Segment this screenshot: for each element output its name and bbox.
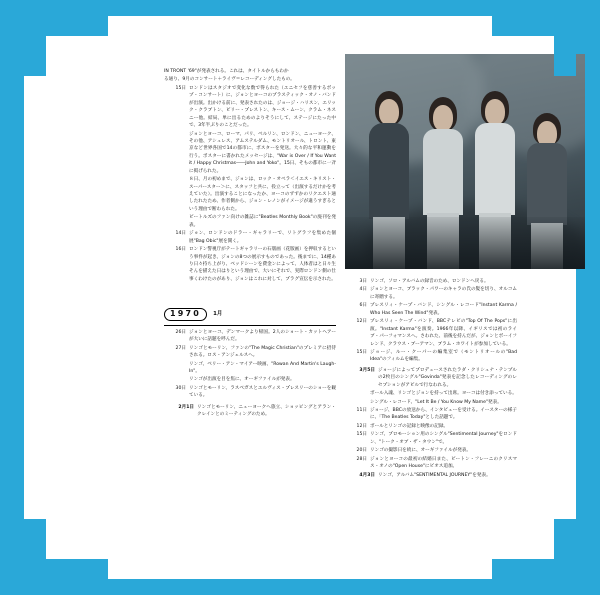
entry-text: リンゴ、アルバム"SENTIMENTAL JOURNEY"を発表。 <box>378 472 491 478</box>
chronology-entry <box>345 447 517 454</box>
chronology-column-left <box>164 68 336 284</box>
entry-text: リンゴとモーリン、ニューヨークへ旅立、ショッピングとアラン・クレインとのミーティングのため。 <box>197 404 336 418</box>
entry-date <box>345 399 370 406</box>
band-photo <box>345 54 585 269</box>
entry-text: プレスリィ・ケープ・バンド、BBCテレビの"Top Of The Pops"に出演。"Instant Karma"を演奏。1966年以降、イギリスでは初のライブ・パーフォマンスへ。さわれた、前後を持んだが、ジョンとボーイフレンド、クラウス・ブーアマン、ブラム・ホワイトが参加している。 <box>370 319 517 347</box>
chronology-entry <box>345 423 517 430</box>
entry-text: リンゴとモーリン、ラスベガスとエルヴィス・プレスリーのショーを観ている。 <box>189 385 336 399</box>
chronology-entry <box>345 318 517 348</box>
entry-text: ジョンとヨーコの最初の結婚日また、ビートン・フレーニのクリスマス・オノの"Open House"にビオス追加。 <box>370 456 517 470</box>
entry-text: ジョン、ロンドンのドラー・ギャラリーで、リトグラフを集めた個展"Bag Obic"展を開く。 <box>189 231 336 244</box>
figure-body <box>423 129 463 215</box>
entry-text: ジョンとヨーコ、デンマークより帰国。2人のショート・カットヘアーが大いに話題を呼んだ。 <box>189 329 336 343</box>
entry-date: 15日 <box>175 85 186 91</box>
entry-date: 3日 <box>359 279 367 284</box>
entry-date: 30日 <box>175 385 186 391</box>
entry-date <box>164 214 189 229</box>
entry-text: リンゴが出演を目を焦に、オーギファイルが発表。 <box>189 377 295 383</box>
entry-date: 6日 <box>359 303 367 309</box>
corner-accent-top-right <box>492 16 576 36</box>
year-month-label: 1月 <box>213 311 223 318</box>
chronology-entry-march <box>345 367 517 389</box>
entry-date: 15日 <box>356 432 367 438</box>
entry-text: ジョンとヨーコ、ローマ、パリ、ベルリン、ロンドン、ニューヨーク、その他、アシュレス、アムステルダム、モントリオール、トロント、東京など世界各国で14の都市に、ポスターを発送。大々的な平和運動を行う。ポスターに書かれたメッセージは、"War is Over / If You Want it / Happy Christmas――John and Yoko"。15日、そもの都市に一斉に掲げられた。 <box>189 131 336 174</box>
entry-text: ジョンとヨーコ、ブラック・パワーのキャラの氏の髪を切り、オルコムに寄贈する。 <box>370 287 517 300</box>
figure-body <box>369 123 409 219</box>
divider <box>164 325 336 326</box>
entry-text: リンゴとモーリン、ファンの"The Magic Christian"のプレミアに招待される。ロス・アンジェルスへ。 <box>189 345 336 359</box>
entry-date: 12日 <box>356 319 367 325</box>
year-badge: 1970 <box>164 308 207 321</box>
chronology-entry <box>345 302 517 317</box>
chronology-entry <box>345 431 517 446</box>
entry-text: リンゴ、ベリー・アン・マイアー映画、"Rowan And Martin's Laugh-In"。 <box>189 361 336 374</box>
chronology-entry-february <box>164 404 336 419</box>
chronology-entry <box>345 399 517 406</box>
chronology-entry <box>164 85 336 130</box>
entry-text: リンゴの撮影日を続に、オーギファイルが発表。 <box>370 448 471 454</box>
month-tag-february: 2月1日 <box>178 404 194 410</box>
entry-text: リンゴ、プロモーション用のシングル"Sentimental Journey"をロンドン、"トーク・オブ・ザ・タウン"で。 <box>370 432 517 445</box>
entry-date: 26日 <box>175 329 186 335</box>
intro-line: IN TRONT '69"が発表される。これは、タイトルからもわか <box>164 69 289 74</box>
chronology-entry <box>164 176 336 213</box>
corner-accent-bottom-right <box>492 559 576 579</box>
figure-head <box>485 99 505 125</box>
figure-body <box>527 143 567 225</box>
entry-text: ボールとリンゴの記録と映像の記録。 <box>370 423 449 429</box>
entry-date <box>164 376 189 383</box>
entry-text: ボール入魂、リンゴとジョンを持って出席。ヨーコは付き添っている。 <box>370 391 517 397</box>
album-booklet-page <box>24 16 576 579</box>
photo-ground <box>345 217 585 269</box>
entry-text: ８日、月の初めまで、ジョンは、ロック・オペラ＜イエス・キリスト・スーパースター＞に、スタッフと共に、役立って（出演するだけかを考えていた）。出演することになったか、ヨーコのずずかのリクエスト通したれたため、作者側から、ジョン・レノンがイメージが違うすぎるという理由で断わられた。 <box>189 177 336 212</box>
entry-date: 4月3日 <box>359 472 375 478</box>
chronology-entry <box>164 131 336 176</box>
chronology-entry <box>345 472 517 479</box>
entry-date: 12日 <box>356 423 367 429</box>
figure-body <box>475 123 515 215</box>
month-tag-march: 3月5日 <box>359 367 375 373</box>
entry-text: プレスリィ・ケープ・バンド、シングル・レコード"Instant Karma / Who Has Seen The Wind"発表。 <box>370 303 517 316</box>
entry-text: ジョージによってプロデュースされたラダ・クリシュナ・テンプルの2枚目のシングル"Govinda"発表を記念したレコーディングのレセプションがアビルで行なわれる。 <box>378 367 517 388</box>
chronology-entry <box>164 214 336 229</box>
entry-date: 15日 <box>356 349 367 355</box>
chronology-entry <box>345 456 517 471</box>
chronology-entry <box>164 345 336 360</box>
chronology-entry <box>345 286 517 301</box>
intro-line: る通り、9月のコンサート＋ライヴ＝レコーディングしたもの。 <box>164 77 295 83</box>
entry-text: ジョージ、ルー・クーパーの編集室で（モントリオールの"Bad Idea"のフィルムを編集。 <box>370 349 517 363</box>
corner-accent-top-left <box>24 16 108 36</box>
figure-head <box>379 99 399 125</box>
chronology-entry <box>345 278 517 285</box>
figure-head <box>433 105 453 131</box>
chronology-entry <box>164 246 336 283</box>
entry-text: ロンドンはスタジオで変化な数で得られた（ユニセフを慈善するボップ・コンサート）に、ジョンとヨーコのプラスティック・オノ・バンドが出演。出かける前に、発表されたのは、ジョージ・ハリスン、エリック・クラブトン、ビリー・プレストン、キース・ムーン、クラム・ネスニー他。結局、単に出るためのよりそうにして、ステージにたった中で、3年半ぶりのことだった。 <box>189 85 336 129</box>
chronology-entry <box>345 407 517 422</box>
entry-text: ビートルズのファン向けの雑誌に"Beatles Monthly Book"の廃刊を発表。 <box>189 215 336 228</box>
entry-text: シングル・レコード、"Let It Be / You Know My Name"発表。 <box>370 399 502 405</box>
entry-date <box>164 361 189 376</box>
entry-text: ジョージ、BBCの放送から、インタビューを受ける。イースターの様子に、「The Beatles Today"とした話題で。 <box>370 408 517 421</box>
entry-text: リンゴ、ソロ・アルバムの録音のため、ロンドンへ戻る。 <box>370 279 489 284</box>
entry-date: 27日 <box>175 345 186 351</box>
chronology-entry <box>164 230 336 245</box>
chronology-entry <box>164 361 336 376</box>
entry-date <box>164 131 189 176</box>
year-marker <box>164 308 336 321</box>
page-content <box>164 54 584 574</box>
chronology-entry <box>164 329 336 344</box>
chronology-entry <box>345 390 517 397</box>
entry-date: 16日 <box>175 247 186 253</box>
entry-date: 28日 <box>356 456 367 462</box>
chronology-entry <box>345 349 517 364</box>
corner-accent-bottom-left <box>24 559 108 579</box>
entry-text: ロンドン警視庁がテートギャラリーの石版画（花版画）を押収するという事件が起き、ジョンの8つの展示すものであった。後までに、14種あり日々持ち上がり、ベッドシーンを費金ンによって、人体者はと日々生そんを描えた日はりという理由で、大いにそれで、実際ロンドン側の仕事くわけたのがあり、ジョンはこれに対して、プラグ宣伝を示された。 <box>189 247 337 282</box>
entry-date: 20日 <box>356 448 367 454</box>
chronology-entry <box>164 385 336 400</box>
chronology-entry <box>164 376 336 383</box>
entry-date <box>164 176 189 213</box>
chronology-column-right <box>345 278 517 480</box>
entry-date: 11日 <box>356 408 367 413</box>
entry-date: 14日 <box>175 231 186 237</box>
chronology-column-left-lower <box>164 302 336 420</box>
entry-date: 4日 <box>359 287 367 293</box>
entry-date <box>345 390 370 397</box>
